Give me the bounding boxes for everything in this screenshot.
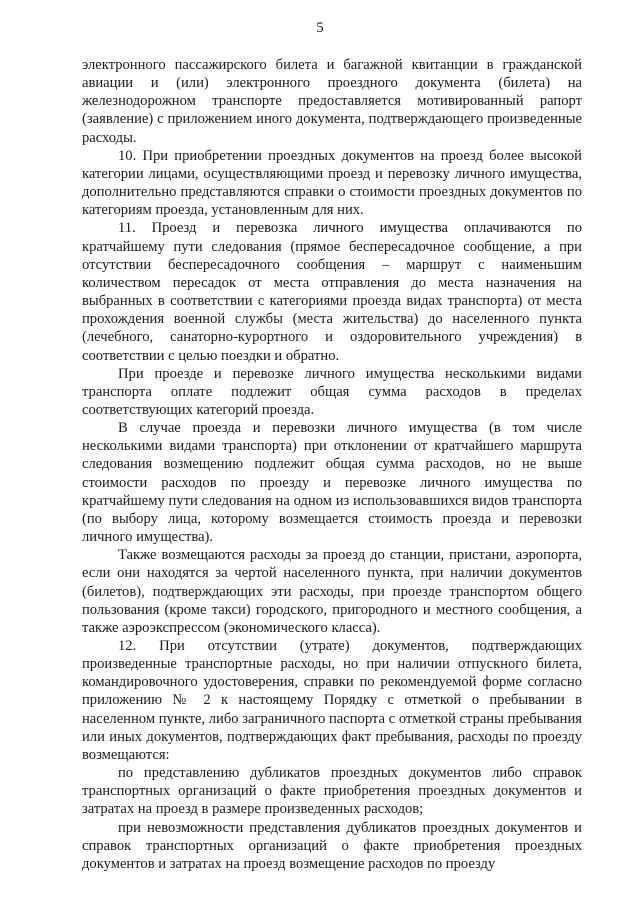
paragraph-duplicates: по представлению дубликатов проездных документов либо справок транспортных организаций о факте приобретения проездных документов и затратах на проезд в размере произведенных расходов;: [82, 765, 582, 818]
paragraph-impossibility: при невозможности представления дубликатов проездных документов и справок транспортных организаций о факте приобретения проездных документов и затратах на проезд возмещение расходов по проезду: [82, 819, 582, 872]
paragraph-route-deviation: В случае проезда и перевозки личного имущества (в том числе несколькими видами транспорта) при отклонении от кратчайшего маршрута следования возмещению подлежит общая сумма расходов, но не выше стоимости расходов по проезду и перевозке личного имущества по кратчайшему пути следования на одном из использовавшихся видов транспорта (по выбору лица, которому возмещается стоимость проезда и перевозки личного имущества).: [82, 420, 582, 546]
document-body: [82, 56, 582, 873]
paragraph-10: 10. При приобретении проездных документов на проезд более высокой категории лицами, осуществляющими проезд и перевозку личного имущества, дополнительно представляются справки о стоимости проездных документов по категориям проезда, установленным для них.: [82, 147, 582, 219]
paragraph-continuation: электронного пассажирского билета и багажной квитанции в гражданской авиации и (или) электронного проездного документа (билета) на железнодорожном транспорте предоставляется мотивированный рапорт (заявление) с приложением иного документа, подтверждающего произведенные расходы.: [82, 57, 582, 146]
paragraph-multiple-transport: При проезде и перевозке личного имущества несколькими видами транспорта оплате подлежит общая сумма расходов в пределах соответствующих категорий проезда.: [82, 365, 582, 418]
page-number: 5: [316, 20, 324, 36]
paragraph-12: 12. При отсутствии (утрате) документов, подтверждающих произведенные транспортные расходы, но при наличии отпускного билета, командировочного удостоверения, справки по рекомендуемой форме согласно приложению № 2 к настоящему Порядку с отметкой о пребывании в населенном пункте, либо заграничного паспорта с отметкой страны пребывания или иных документов, подтверждающих факт пребывания, расходы по проезду возмещаются:: [82, 638, 582, 763]
paragraph-11: 11. Проезд и перевозка личного имущества оплачиваются по кратчайшему пути следования (прямое беспересадочное сообщение, а при отсутствии беспересадочного сообщения – маршрут с наименьшим количеством пересадок от места отправления до места назначения на выбранных в соответствии с категориями проезда видах транспорта) от места прохождения военной службы (места жительства) до населенного пункта (лечебного, санаторно-курортного и оздоровительного учреждения) в соответствии с целью поездки и обратно.: [82, 220, 582, 364]
paragraph-station-travel: Также возмещаются расходы за проезд до станции, пристани, аэропорта, если они находятся за чертой населенного пункта, при наличии документов (билетов), подтверждающих эти расходы, при проезде транспортом общего пользования (кроме такси) городского, пригородного и местного сообщения, а также аэроэкспрессом (экономического класса).: [82, 547, 582, 636]
